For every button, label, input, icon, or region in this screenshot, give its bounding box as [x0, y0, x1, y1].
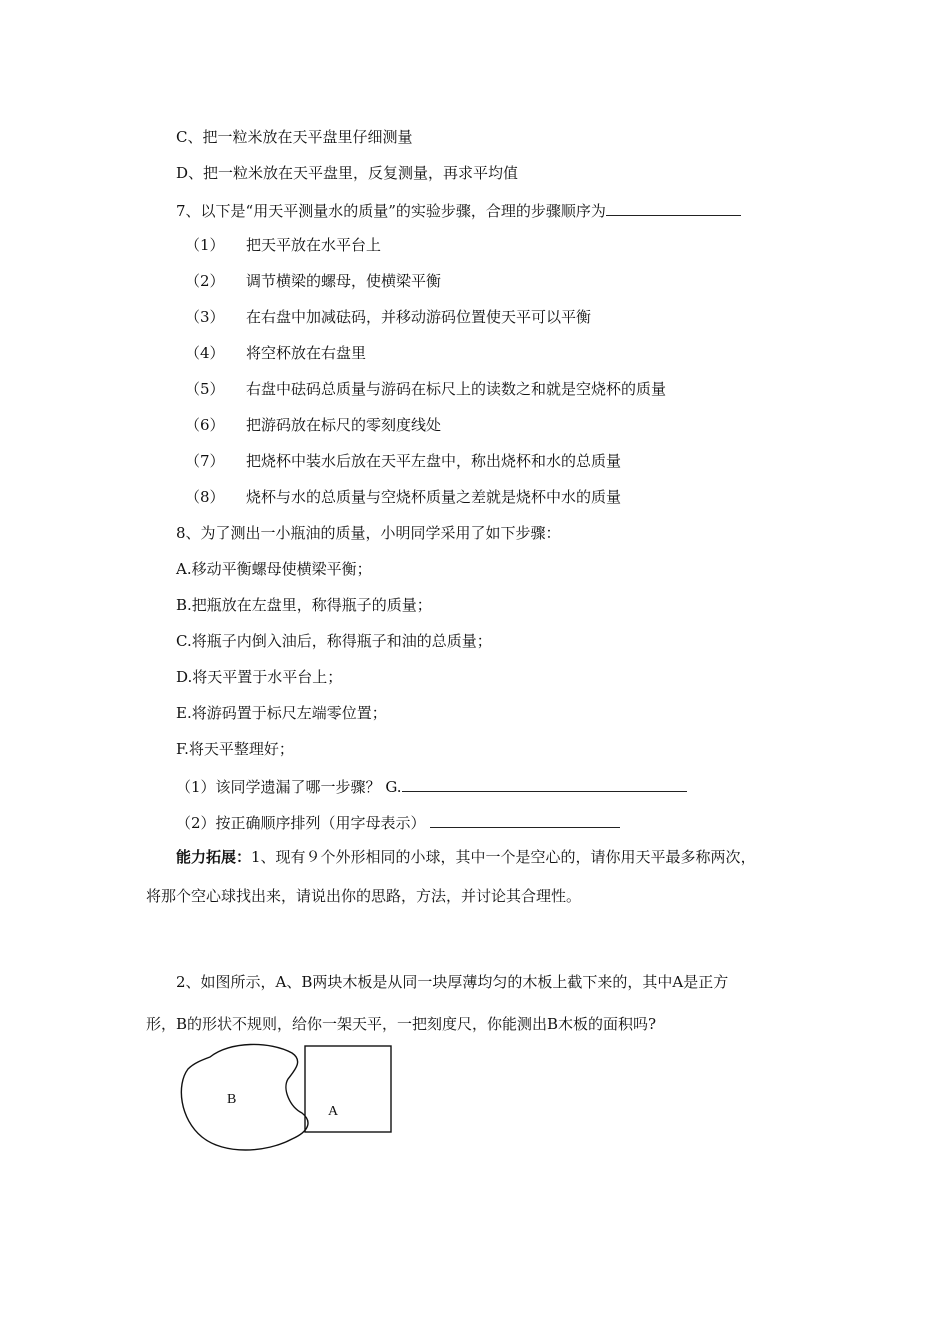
extension-q1-line2: 将那个空心球找出来，请说出你的思路，方法，并讨论其合理性。 [146, 887, 582, 905]
list-item: E.将游码置于标尺左端零位置； [176, 704, 387, 722]
step-number: （2） [185, 272, 225, 290]
step-number: （8） [185, 488, 225, 506]
option-d: D、把一粒米放在天平盘里，反复测量，再求平均值 [176, 164, 519, 182]
extension-q2-line1: 2、如图所示，A、B两块木板是从同一块厚薄均匀的木板上截下来的，其中A是正方 [176, 973, 729, 991]
sub-question-1: （1）该同学遗漏了哪一步骤？ G. [176, 778, 402, 796]
list-item: C.将瓶子内倒入油后，称得瓶子和油的总质量； [176, 632, 492, 650]
step-number: （7） [185, 452, 225, 470]
question-7-stem: 7、以下是“用天平测量水的质量”的实验步骤，合理的步骤顺序为 [176, 202, 606, 220]
step-text: 烧杯与水的总质量与空烧杯质量之差就是烧杯中水的质量 [246, 488, 622, 506]
sub-question-2: （2）按正确顺序排列（用字母表示） [176, 814, 426, 832]
step-number: （3） [185, 308, 225, 326]
step-text: 在右盘中加减砝码，并移动游码位置使天平可以平衡 [246, 308, 592, 326]
step-number: （1） [185, 236, 225, 254]
step-number: （4） [185, 344, 225, 362]
step-number: （5） [185, 380, 225, 398]
step-text: 将空杯放在右盘里 [246, 344, 367, 362]
step-text: 把游码放在标尺的零刻度线处 [246, 416, 442, 434]
option-c: C、把一粒米放在天平盘里仔细测量 [176, 128, 413, 146]
answer-blank[interactable] [606, 199, 741, 216]
square-board-a [305, 1046, 391, 1132]
step-number: （6） [185, 416, 225, 434]
answer-blank[interactable] [402, 775, 687, 792]
list-item: B.把瓶放在左盘里，称得瓶子的质量； [176, 596, 432, 614]
section-heading: 能力拓展： [176, 848, 252, 866]
list-item: A.移动平衡螺母使横梁平衡； [176, 560, 372, 578]
step-text: 右盘中砝码总质量与游码在标尺上的读数之和就是空烧杯的质量 [246, 380, 667, 398]
extension-q1-line1: 1、现有９个外形相同的小球，其中一个是空心的，请你用天平最多称两次， [251, 848, 756, 866]
step-text: 把天平放在水平台上 [246, 236, 382, 254]
wood-board-figure [170, 1035, 410, 1165]
step-text: 调节横梁的螺母，使横梁平衡 [246, 272, 442, 290]
step-text: 把烧杯中装水后放在天平左盘中，称出烧杯和水的总质量 [246, 452, 622, 470]
question-8-stem: 8、为了测出一小瓶油的质量，小明同学采用了如下步骤： [176, 524, 561, 542]
list-item: F.将天平整理好； [176, 740, 294, 758]
list-item: D.将天平置于水平台上； [176, 668, 343, 686]
label-a: A [328, 1104, 339, 1119]
irregular-board-b [181, 1044, 308, 1150]
answer-blank[interactable] [430, 811, 620, 828]
label-b: B [227, 1092, 237, 1107]
extension-q2-line2: 形，B的形状不规则，给你一架天平，一把刻度尺，你能测出B木板的面积吗? [146, 1015, 657, 1033]
